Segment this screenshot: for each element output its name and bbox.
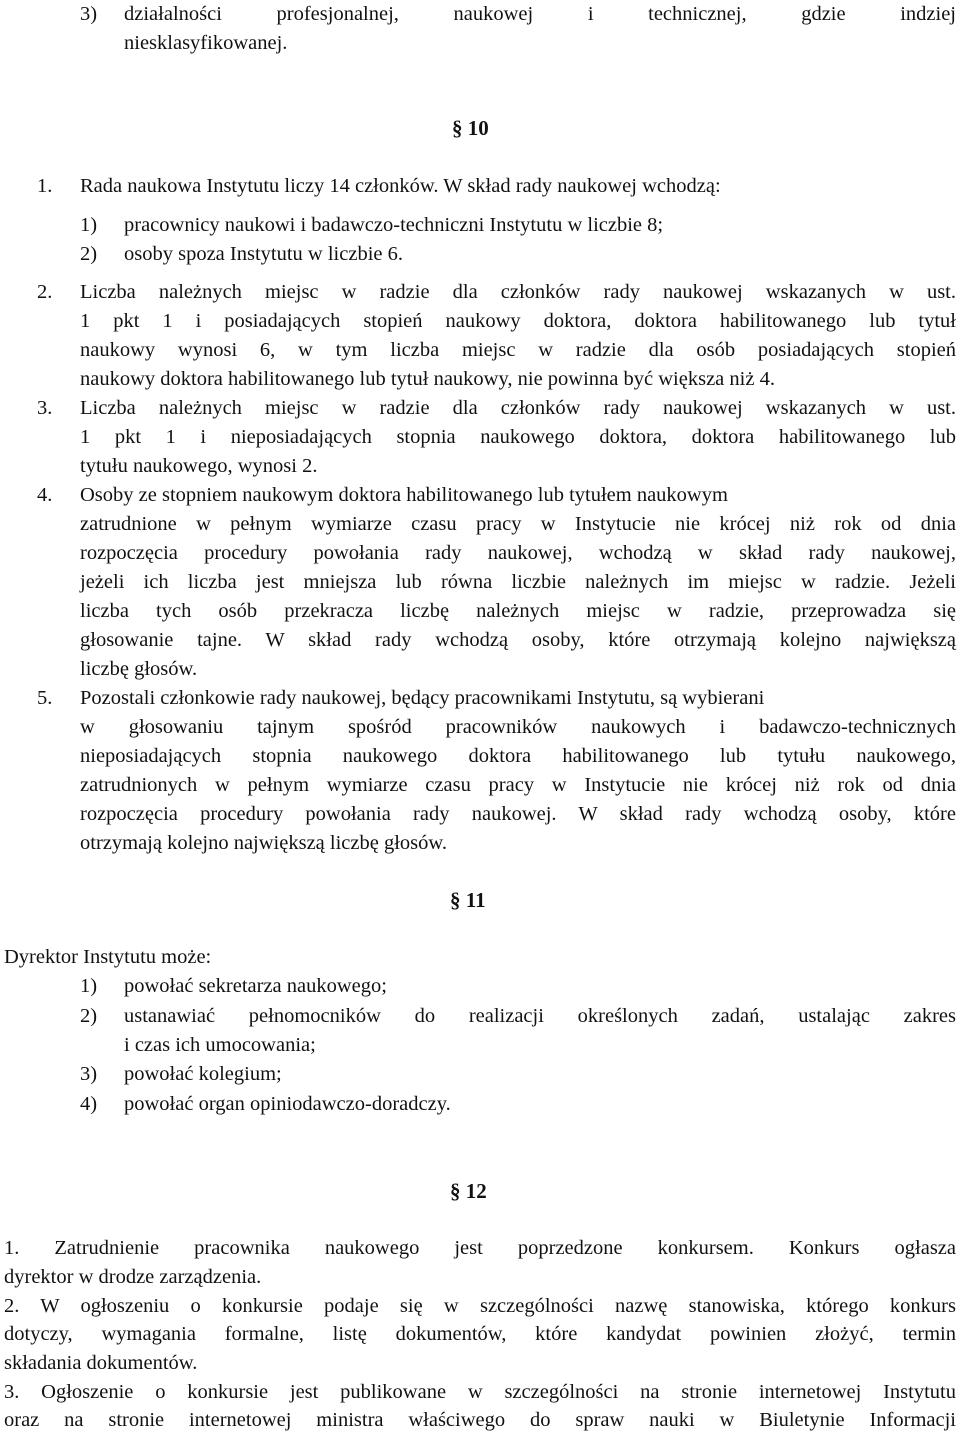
- paragraph-line: 1 pkt 1 i nieposiadających stopnia naukowego doktora, doktora habilitowanego lub: [80, 426, 956, 448]
- paragraph-line: zatrudnione w pełnym wymiarze czasu pracy w Instytucie nie krócej niż rok od dnia: [80, 513, 956, 535]
- paragraph-text: Dyrektor Instytutu może:: [4, 946, 212, 968]
- paragraph-number: 3.: [37, 397, 53, 419]
- section-heading: § 11: [450, 888, 486, 912]
- paragraph-line: 2. W ogłoszeniu o konkursie podaje się w szczególności nazwę stanowiska, którego konkurs: [4, 1295, 956, 1317]
- paragraph-line: liczba tych osób przekracza liczbę należnych miejsc w radzie, przeprowadza się: [80, 600, 956, 622]
- item-text: działalności profesjonalnej, naukowej i technicznej, gdzie indziej: [124, 3, 956, 25]
- item-text: osoby spoza Instytutu w liczbie 6.: [124, 243, 403, 265]
- item-number: 1): [80, 214, 98, 236]
- paragraph-line: Liczba należnych miejsc w radzie dla członków rady naukowej wskazanych w ust.: [80, 397, 956, 419]
- paragraph-line: rozpoczęcia procedury powołania rady naukowej. W skład rady wchodzą osoby, które: [80, 803, 956, 825]
- paragraph-line: Pozostali członkowie rady naukowej, będący pracownikami Instytutu, są wybierani: [80, 687, 765, 709]
- paragraph-line: naukowy wynosi 6, w tym liczba miejsc w radzie dla osób posiadających stopień: [80, 339, 956, 361]
- paragraph-line: rozpoczęcia procedury powołania rady naukowej, wchodzą w skład rady naukowej,: [80, 542, 956, 564]
- item-text: i czas ich umocowania;: [124, 1034, 316, 1056]
- paragraph-line: 1. Zatrudnienie pracownika naukowego jest poprzedzone konkursem. Konkurs ogłasza: [4, 1237, 956, 1259]
- item-text: powołać sekretarza naukowego;: [124, 975, 387, 997]
- item-text: pracownicy naukowi i badawczo-techniczni Instytutu w liczbie 8;: [124, 214, 664, 236]
- item-text: powołać organ opiniodawczo-doradczy.: [124, 1093, 451, 1115]
- item-number: 3): [80, 1063, 98, 1085]
- item-number: 2): [80, 243, 98, 265]
- paragraph-number: 2.: [37, 281, 53, 303]
- paragraph-line: nieposiadających stopnia naukowego doktora habilitowanego lub tytułu naukowego,: [80, 745, 956, 767]
- paragraph-line: tytułu naukowego, wynosi 2.: [80, 455, 318, 477]
- paragraph-line: Osoby ze stopniem naukowym doktora habilitowanego lub tytułem naukowym: [80, 484, 728, 506]
- section-heading: § 12: [450, 1179, 487, 1203]
- item-number: 3): [80, 3, 98, 25]
- paragraph-line: 1 pkt 1 i posiadających stopień naukowy doktora, doktora habilitowanego lub tytuł: [80, 310, 956, 332]
- paragraph-number: 5.: [37, 687, 53, 709]
- section-heading: § 10: [452, 116, 489, 140]
- item-text: niesklasyfikowanej.: [124, 32, 288, 54]
- paragraph-number: 4.: [37, 484, 53, 506]
- paragraph-line: oraz na stronie internetowej ministra właściwego do spraw nauki w Biuletynie Informacji: [4, 1409, 956, 1431]
- paragraph-line: dotyczy, wymagania formalne, listę dokumentów, które kandydat powinien złożyć, termin: [4, 1323, 956, 1345]
- paragraph-text: Rada naukowa Instytutu liczy 14 członków. W skład rady naukowej wchodzą:: [80, 175, 721, 197]
- paragraph-line: 3. Ogłoszenie o konkursie jest publikowane w szczególności na stronie internetowej Instytutu: [4, 1381, 956, 1403]
- item-number: 4): [80, 1093, 98, 1115]
- paragraph-line: otrzymają kolejno największą liczbę głosów.: [80, 832, 447, 854]
- item-text: ustanawiać pełnomocników do realizacji określonych zadań, ustalając zakres: [124, 1005, 956, 1027]
- paragraph-line: jeżeli ich liczba jest mniejsza lub równa liczbie należnych im miejsc w radzie. Jeżeli: [80, 571, 956, 593]
- paragraph-line: głosowanie tajne. W skład rady wchodzą osoby, które otrzymają kolejno największą: [80, 629, 956, 651]
- paragraph-line: Liczba należnych miejsc w radzie dla członków rady naukowej wskazanych w ust.: [80, 281, 956, 303]
- item-number: 2): [80, 1005, 98, 1027]
- paragraph-line: składania dokumentów.: [4, 1352, 198, 1374]
- item-text: powołać kolegium;: [124, 1063, 282, 1085]
- item-number: 1): [80, 975, 98, 997]
- paragraph-line: dyrektor w drodze zarządzenia.: [4, 1266, 262, 1288]
- paragraph-number: 1.: [37, 175, 53, 197]
- paragraph-line: naukowy doktora habilitowanego lub tytuł naukowy, nie powinna być większa niż 4.: [80, 368, 775, 390]
- paragraph-line: w głosowaniu tajnym spośród pracowników naukowych i badawczo-technicznych: [80, 716, 956, 738]
- paragraph-line: zatrudnionych w pełnym wymiarze czasu pracy w Instytucie nie krócej niż rok od dnia: [80, 774, 956, 796]
- paragraph-line: liczbę głosów.: [80, 658, 198, 680]
